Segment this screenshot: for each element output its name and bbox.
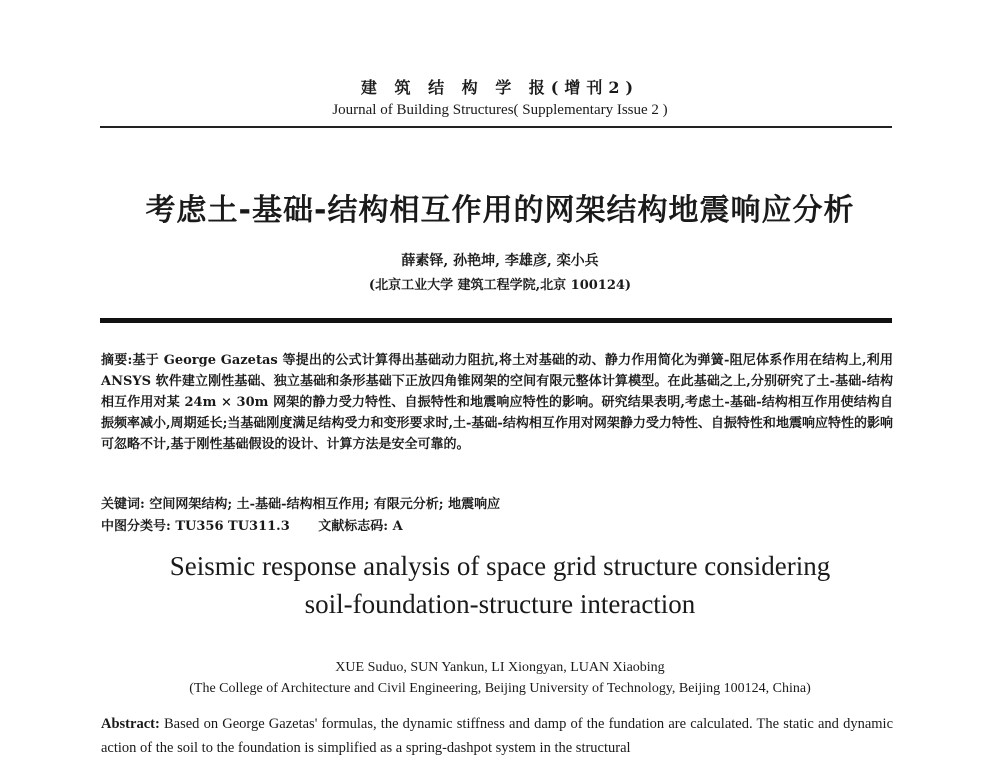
keywords-cn xyxy=(101,496,500,514)
document-code: A xyxy=(392,519,403,534)
classification-line xyxy=(101,518,403,536)
paper-title-en-line1: Seismic response analysis of space grid structure considering xyxy=(169,551,831,581)
title-divider xyxy=(100,318,892,323)
keywords-cn-text: 空间网架结构; 土-基础-结构相互作用; 有限元分析; 地震响应 xyxy=(149,497,501,512)
affiliation-cn: (北京工业大学 建筑工程学院,北京 100124) xyxy=(368,278,632,293)
journal-name-cn: 建 筑 结 构 学 报(增刊2) xyxy=(360,78,640,97)
abstract-en-label: Abstract: xyxy=(101,716,160,732)
keywords-cn-label: 关键词: xyxy=(101,497,145,512)
document-code-label: 文献标志码: xyxy=(318,519,389,534)
paper-title-en-line2: soil-foundation-structure interaction xyxy=(304,589,696,619)
header-divider xyxy=(100,126,892,128)
abstract-en-text: Based on George Gazetas' formulas, the dynamic stiffness and damp of the fundation are calculated. The static and dynamic action of the soil to the foundation is simplified as a spring-dashpot system in the structural xyxy=(101,716,894,756)
classification-codes: TU356 TU311.3 xyxy=(175,519,290,534)
paper-title-cn: 考虑土-基础-结构相互作用的网架结构地震响应分析 xyxy=(145,193,855,228)
paper-title-en xyxy=(0,547,1000,623)
abstract-cn-label: 摘要: xyxy=(101,353,133,368)
abstract-cn xyxy=(101,350,893,455)
abstract-en xyxy=(101,712,893,760)
journal-name-en: Journal of Building Structures( Supplementary Issue 2 ) xyxy=(332,102,668,118)
classification-label: 中图分类号: xyxy=(101,519,171,534)
authors-cn: 薛素铎, 孙艳坤, 李雄彦, 栾小兵 xyxy=(401,253,599,269)
affiliation-en: (The College of Architecture and Civil Engineering, Beijing University of Technology, Beijing 100124, China) xyxy=(189,681,811,696)
journal-header xyxy=(0,78,1000,120)
abstract-cn-text: 基于 George Gazetas 等提出的公式计算得出基础动力阻抗,将土对基础的动、静力作用简化为弹簧-阻尼体系作用在结构上,利用 ANSYS 软件建立刚性基础、独立基础和条形基础下正放四角锥网架的空间有限元整体计算模型。在此基础之上,分别研究了土-基础-结构相互作用对某 24m × 30m 网架的静力受力特性、自振特性和地震响应特性的影响。研究结果表明,考虑土-基础-结构相互作用使结构自振频率减小,周期延长;当基础刚度满足结构受力和变形要求时,土-基础-结构相互作用对网架静力受力特性、自振特性和地震响应特性的影响可忽略不计,基于刚性基础假设的设计、计算方法是安全可靠的。 xyxy=(101,353,893,452)
authors-en: XUE Suduo, SUN Yankun, LI Xiongyan, LUAN Xiaobing xyxy=(335,660,665,675)
